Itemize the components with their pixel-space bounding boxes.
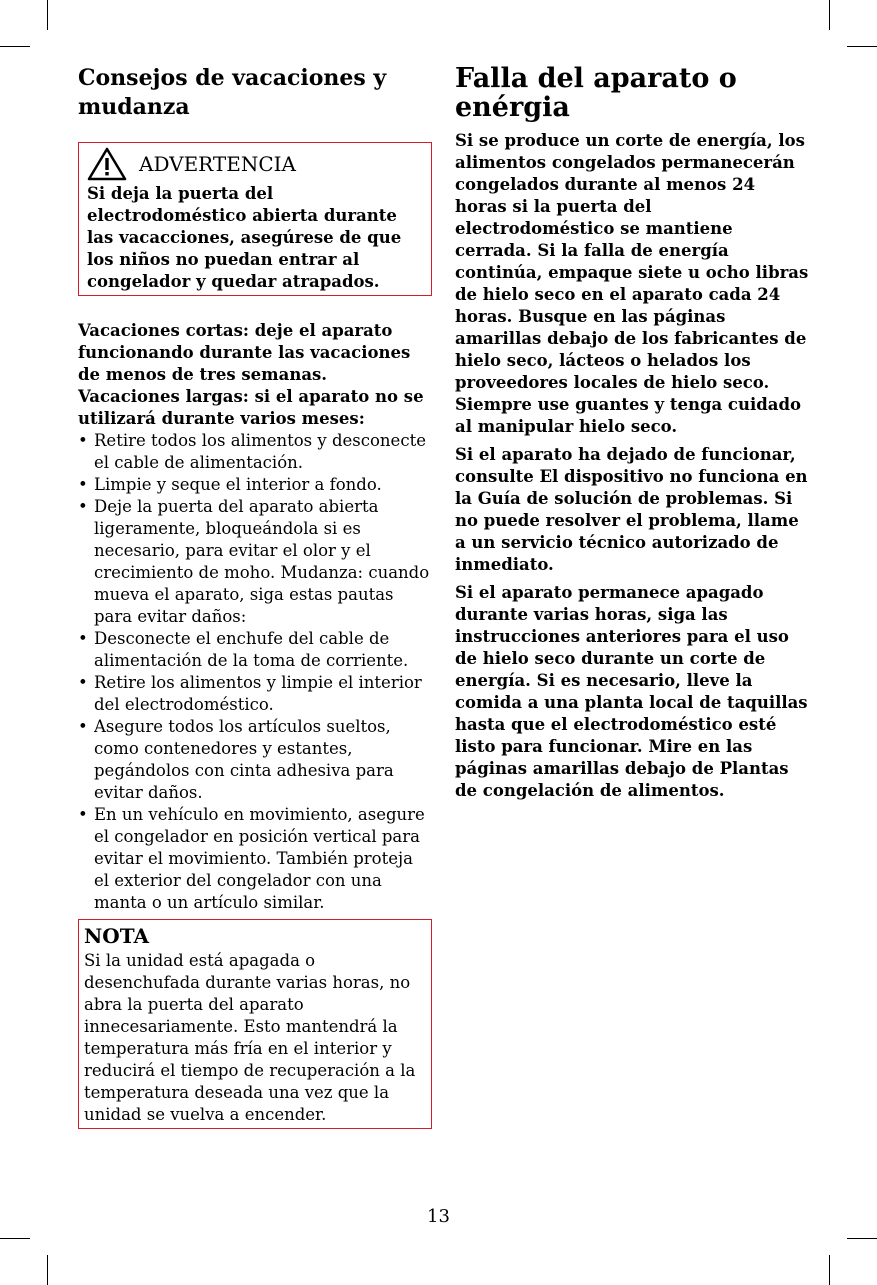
- crop-mark: [0, 46, 30, 47]
- off-hours-text: Si el aparato permanece apagado durante varias horas, siga las instrucciones anteriores para el uso de hielo seco durante un corte de energía. Si es necesario, lleve la comida a una planta local de taquillas hasta que el electrodoméstico esté listo para funcionar. Mire en las páginas amarillas debajo de Plantas de congelación de alimentos.: [455, 583, 808, 800]
- crop-mark: [829, 0, 830, 30]
- warning-triangle-icon: [87, 147, 127, 181]
- note-box: [78, 919, 432, 1129]
- list-item: • Retire los alimentos y limpie el interior del electrodoméstico.: [78, 672, 432, 716]
- list-item: • Deje la puerta del aparato abierta ligeramente, bloqueándola si es necesario, para evitar el olor y el crecimiento de moho. Mudanza: cuando mueva el aparato, siga estas pautas para evitar daños:: [78, 496, 432, 628]
- page-number: 13: [427, 1206, 450, 1227]
- list-item: • En un vehículo en movimiento, asegure el congelador en posición vertical para evitar el movimiento. También proteja el exterior del congelador con una manta o un artículo similar.: [78, 804, 432, 914]
- list-item: • Desconecte el enchufe del cable de alimentación de la toma de corriente.: [78, 628, 432, 672]
- crop-mark: [47, 0, 48, 30]
- power-outage-text: Si se produce un corte de energía, los alimentos congelados permanecerán congelados durante al menos 24 horas si la puerta del electrodoméstico se mantiene cerrada. Si la falla de energía continúa, empaque siete u ocho libras de hielo seco en el aparato cada 24 horas. Busque en las páginas amarillas debajo de los fabricantes de hielo seco, lácteos o helados los proveedores locales de hielo seco. Siempre use guantes y tenga cuidado al manipular hielo seco.: [455, 131, 809, 436]
- not-working-text: Si el aparato ha dejado de funcionar, consulte El dispositivo no funciona en la Guía de solución de problemas. Si no puede resolver el problema, llame a un servicio técnico autorizado de inmediato.: [455, 445, 808, 574]
- warning-header: [87, 147, 425, 181]
- power-failure-heading: Falla del aparato o enérgia: [455, 63, 737, 123]
- crop-mark: [0, 1238, 30, 1239]
- list-item: • Retire todos los alimentos y desconecte el cable de alimentación.: [78, 430, 432, 474]
- vacation-bullet-list: [78, 430, 432, 914]
- right-column: [455, 64, 810, 808]
- list-item: • Asegure todos los artículos sueltos, como contenedores y estantes, pegándolos con cinta adhesiva para evitar daños.: [78, 716, 432, 804]
- warning-box: [78, 142, 432, 296]
- short-vacation-text: Vacaciones cortas: deje el aparato funcionando durante las vacaciones de menos de tres semanas.: [78, 321, 411, 384]
- crop-mark: [847, 1238, 877, 1239]
- crop-mark: [47, 1255, 48, 1285]
- crop-mark: [847, 46, 877, 47]
- warning-title: ADVERTENCIA: [139, 152, 296, 176]
- long-vacation-text: Vacaciones largas: si el aparato no se utilizará durante varios meses:: [78, 387, 424, 428]
- warning-text: Si deja la puerta del electrodoméstico abierta durante las vacacciones, asegúrese de que los niños no puedan entrar al congelador y quedar atrapados.: [87, 184, 402, 291]
- note-title: NOTA: [84, 924, 150, 948]
- left-column: [78, 64, 432, 1129]
- list-item: • Limpie y seque el interior a fondo.: [78, 474, 432, 496]
- vacation-heading: Consejos de vacaciones y mudanza: [78, 65, 387, 120]
- crop-mark: [829, 1255, 830, 1285]
- note-text: Si la unidad está apagada o desenchufada durante varias horas, no abra la puerta del aparato innecesariamente. Esto mantendrá la temperatura más fría en el interior y reducirá el tiempo de recuperación a la temperatura deseada una vez que la unidad se vuelva a encender.: [84, 951, 416, 1124]
